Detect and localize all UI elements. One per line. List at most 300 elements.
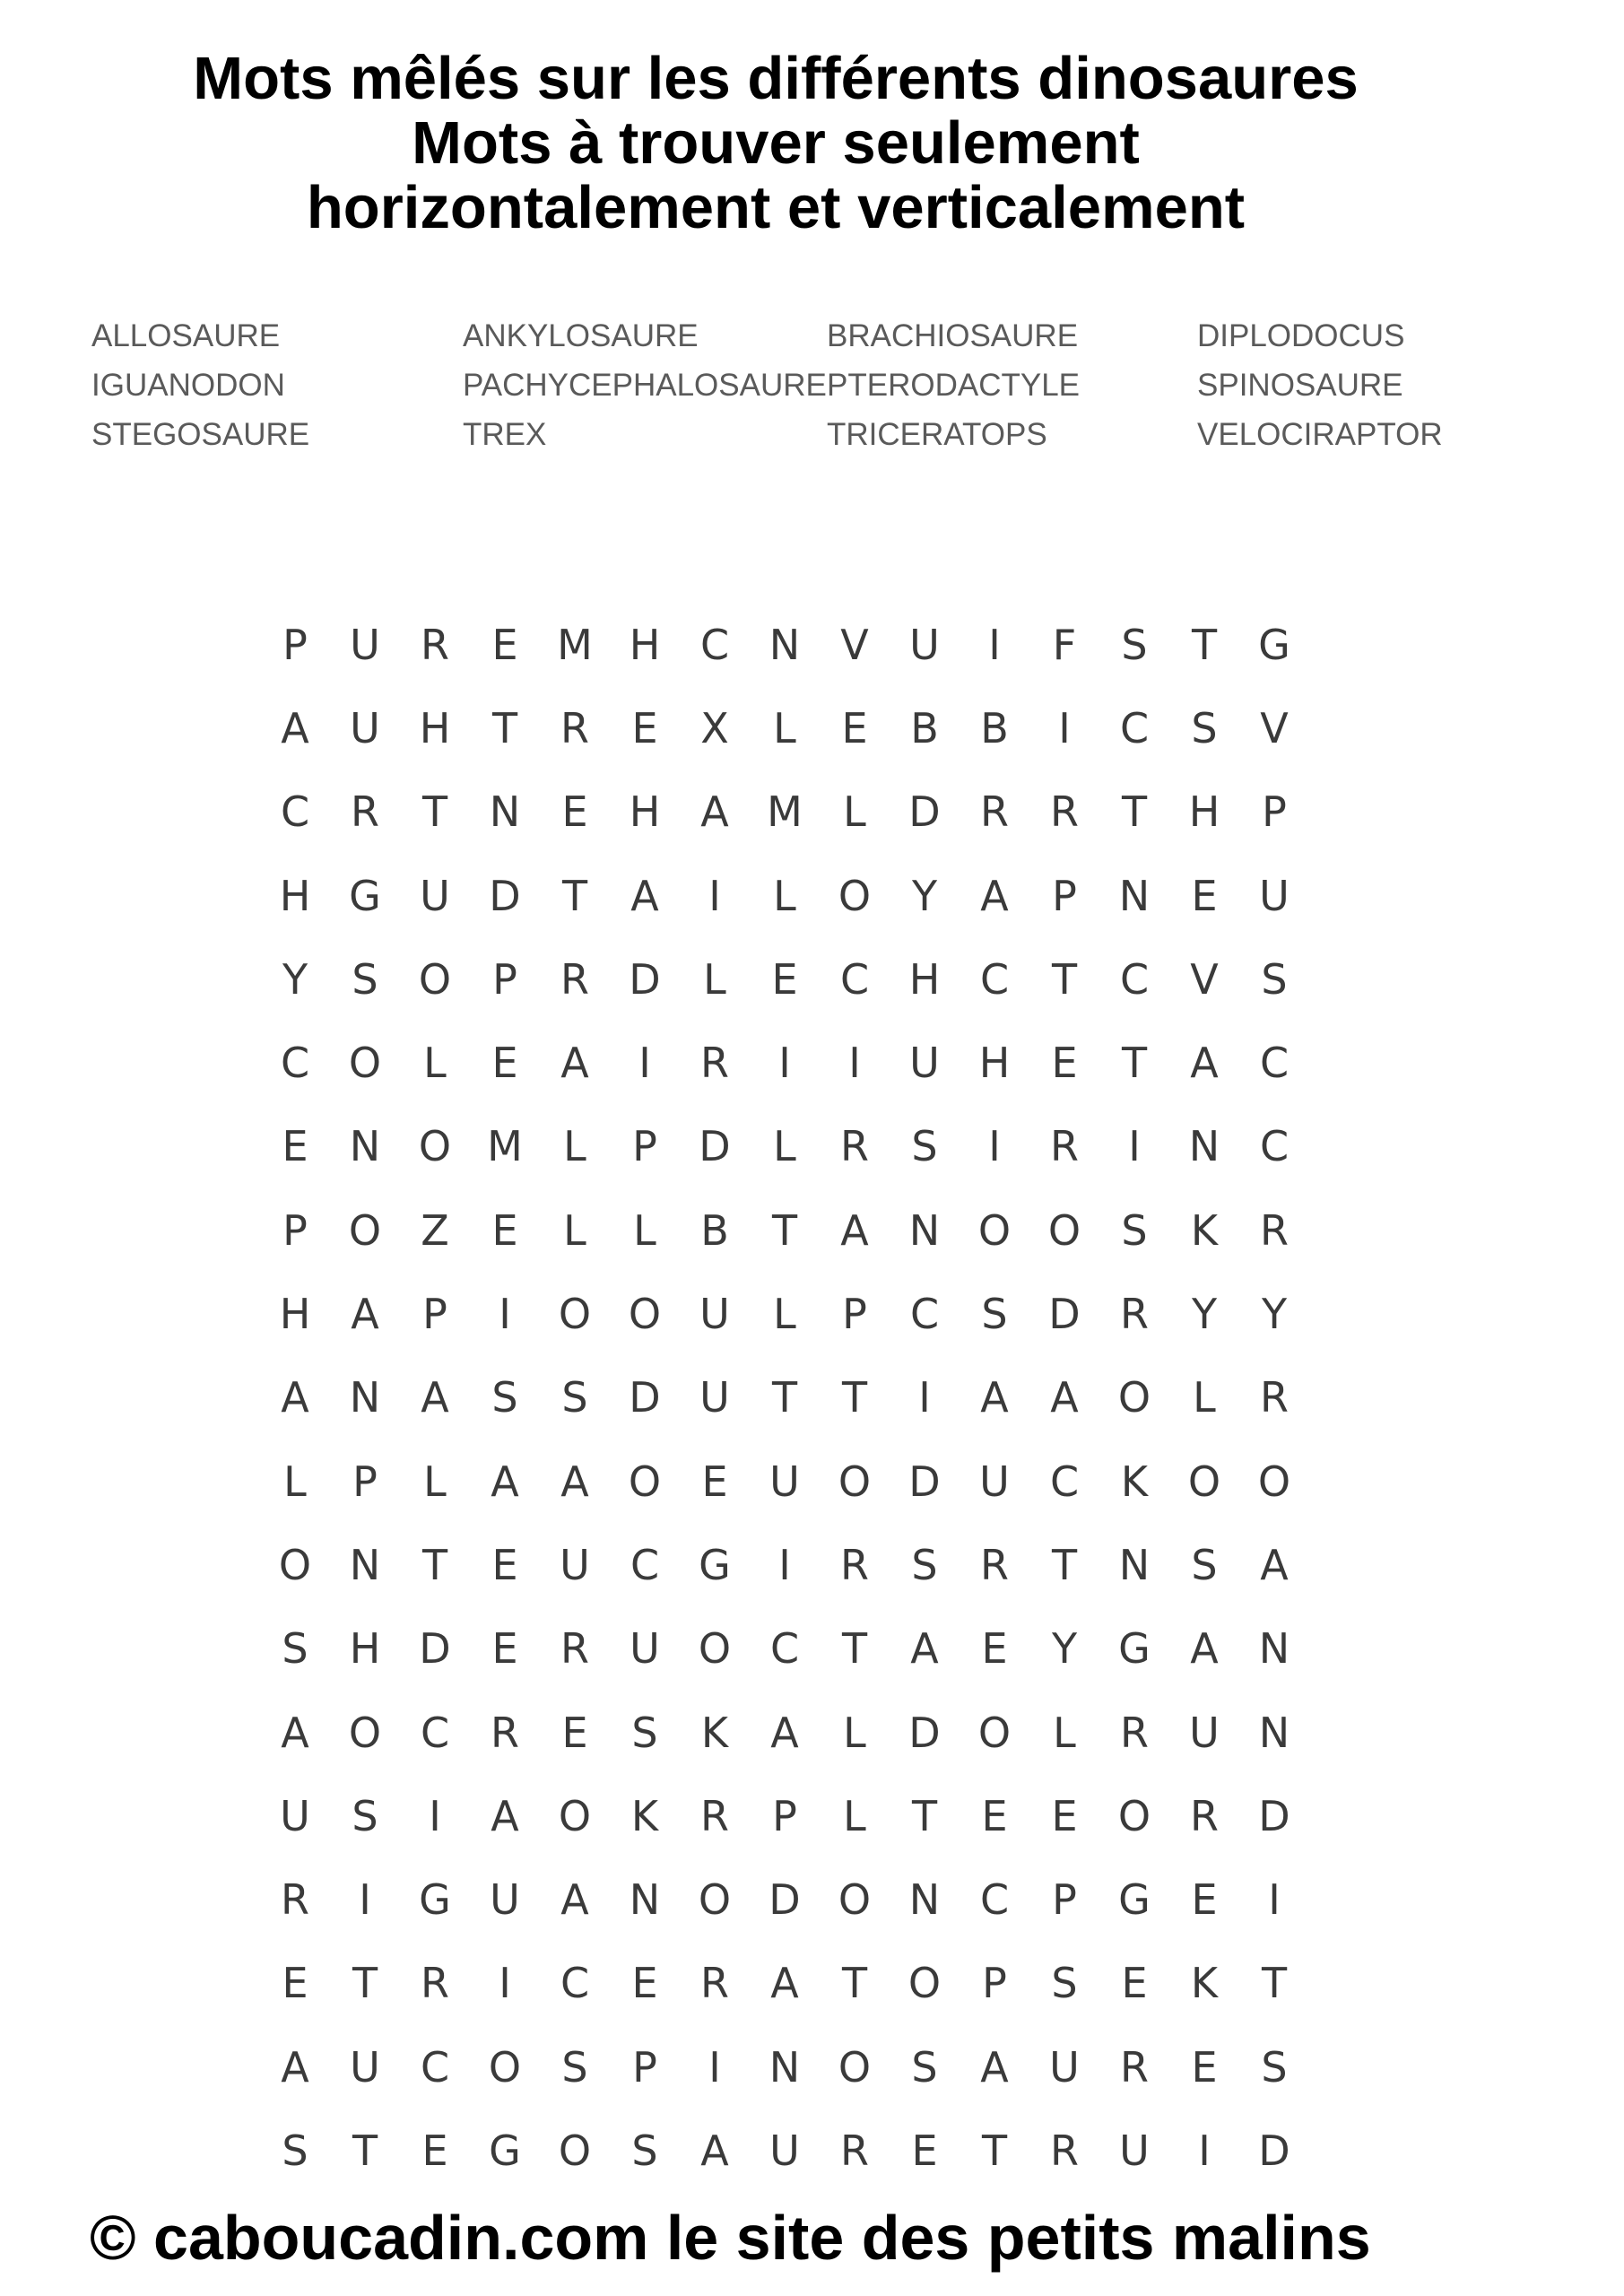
grid-cell[interactable]: E xyxy=(561,1708,588,1757)
grid-cell[interactable]: F xyxy=(1052,620,1077,669)
grid-cell[interactable]: X xyxy=(700,703,729,752)
grid-cell[interactable]: I xyxy=(1128,1122,1141,1171)
grid-cell[interactable]: G xyxy=(349,871,381,920)
grid-cell[interactable]: A xyxy=(700,787,729,837)
grid-cell[interactable]: O xyxy=(1187,1457,1221,1506)
grid-cell[interactable]: E xyxy=(561,787,588,837)
grid-cell[interactable]: S xyxy=(1051,1959,1078,2008)
grid-cell[interactable]: L xyxy=(703,954,726,1004)
grid-cell[interactable]: A xyxy=(980,1373,1009,1422)
grid-cell[interactable]: O xyxy=(698,1624,732,1674)
grid-cell[interactable]: E xyxy=(981,1791,1008,1840)
grid-cell[interactable]: T xyxy=(1261,1959,1288,2008)
grid-cell[interactable]: K xyxy=(1190,1959,1219,2008)
grid-cell[interactable]: L xyxy=(563,1205,586,1255)
grid-cell[interactable]: S xyxy=(1191,1540,1218,1589)
grid-cell[interactable]: P xyxy=(1052,1875,1077,1925)
grid-cell[interactable]: U xyxy=(1119,2126,1150,2175)
grid-cell[interactable]: O xyxy=(838,871,872,920)
grid-cell[interactable]: I xyxy=(499,1290,511,1339)
grid-cell[interactable]: P xyxy=(282,620,308,669)
grid-cell[interactable]: R xyxy=(1050,2126,1079,2175)
grid-cell[interactable]: H xyxy=(629,620,661,669)
grid-cell[interactable]: C xyxy=(1259,1122,1290,1171)
grid-cell[interactable]: O xyxy=(1117,1373,1151,1422)
grid-cell[interactable]: C xyxy=(979,1875,1010,1925)
grid-cell[interactable]: I xyxy=(848,1039,861,1088)
grid-cell[interactable]: R xyxy=(1260,1373,1289,1422)
grid-cell[interactable]: G xyxy=(419,1875,451,1925)
grid-cell[interactable]: E xyxy=(911,2126,938,2175)
grid-cell[interactable]: E xyxy=(1191,1875,1218,1925)
grid-cell[interactable]: N xyxy=(629,1875,661,1925)
grid-cell[interactable]: R xyxy=(1190,1791,1219,1840)
grid-cell[interactable]: C xyxy=(699,620,730,669)
grid-cell[interactable]: V xyxy=(1260,703,1289,752)
grid-cell[interactable]: T xyxy=(491,703,518,752)
grid-cell[interactable]: S xyxy=(911,1122,938,1171)
grid-cell[interactable]: A xyxy=(770,1708,799,1757)
grid-cell[interactable]: P xyxy=(982,1959,1007,2008)
grid-cell[interactable]: E xyxy=(841,703,868,752)
title-line-2: Mots à trouver seulement xyxy=(412,109,1140,177)
grid-cell[interactable]: O xyxy=(838,1875,872,1925)
grid-cell[interactable]: T xyxy=(1121,787,1148,837)
grid-cell[interactable]: C xyxy=(979,954,1010,1004)
grid-cell[interactable]: M xyxy=(487,1122,523,1171)
grid-cell[interactable]: D xyxy=(629,954,661,1004)
grid-cell[interactable]: C xyxy=(769,1624,800,1674)
grid-cell[interactable]: G xyxy=(699,1540,731,1589)
grid-cell[interactable]: N xyxy=(349,1540,381,1589)
grid-cell[interactable]: H xyxy=(279,1290,311,1339)
grid-cell[interactable]: A xyxy=(700,2126,729,2175)
word-column-2 xyxy=(463,311,827,459)
grid-cell[interactable]: H xyxy=(419,703,451,752)
word-item: TRICERATOPS xyxy=(827,417,1047,452)
grid-cell[interactable]: H xyxy=(978,1039,1011,1088)
grid-cell[interactable]: U xyxy=(699,1290,730,1339)
grid-cell[interactable]: D xyxy=(1048,1290,1081,1339)
grid-cell[interactable]: O xyxy=(1117,1791,1151,1840)
grid-cell[interactable]: A xyxy=(1190,1039,1219,1088)
grid-cell[interactable]: E xyxy=(631,1959,658,2008)
grid-cell[interactable]: I xyxy=(1268,1875,1281,1925)
grid-cell[interactable]: O xyxy=(1047,1205,1081,1255)
grid-cell[interactable]: I xyxy=(778,1540,791,1589)
grid-cell[interactable]: D xyxy=(908,1457,941,1506)
grid-cell[interactable]: G xyxy=(1118,1624,1151,1674)
grid-cell[interactable]: N xyxy=(769,620,801,669)
grid-cell[interactable]: A xyxy=(630,871,659,920)
grid-cell[interactable]: C xyxy=(1049,1457,1080,1506)
word-column-3 xyxy=(827,311,1080,459)
grid-cell[interactable]: A xyxy=(560,1457,589,1506)
grid-cell[interactable]: A xyxy=(840,1205,869,1255)
grid-cell[interactable]: O xyxy=(348,1205,382,1255)
grid-cell[interactable]: R xyxy=(421,1959,449,2008)
grid-cell[interactable]: L xyxy=(1193,1373,1216,1422)
grid-cell[interactable]: A xyxy=(491,1457,519,1506)
grid-cell[interactable]: U xyxy=(1259,871,1290,920)
grid-cell[interactable]: A xyxy=(560,1875,589,1925)
grid-cell[interactable]: S xyxy=(911,2042,938,2092)
grid-cell[interactable]: H xyxy=(279,871,311,920)
grid-cell[interactable]: A xyxy=(491,1791,519,1840)
grid-cell[interactable]: D xyxy=(769,1875,801,1925)
grid-cell[interactable]: T xyxy=(841,1373,868,1422)
grid-cell[interactable]: T xyxy=(352,1959,378,2008)
grid-cell[interactable]: E xyxy=(981,1624,1008,1674)
grid-cell[interactable]: O xyxy=(558,1290,592,1339)
grid-cell[interactable]: O xyxy=(1257,1457,1291,1506)
grid-cell[interactable]: L xyxy=(773,871,796,920)
grid-cell[interactable]: A xyxy=(351,1290,379,1339)
grid-cell[interactable]: O xyxy=(838,2042,872,2092)
grid-cell[interactable]: A xyxy=(1050,1373,1079,1422)
grid-cell[interactable]: S xyxy=(911,1540,938,1589)
grid-cell[interactable]: P xyxy=(842,1290,867,1339)
grid-cell[interactable]: R xyxy=(421,620,449,669)
grid-cell[interactable]: R xyxy=(1050,1122,1079,1171)
grid-cell[interactable]: A xyxy=(910,1624,939,1674)
grid-cell[interactable]: C xyxy=(1119,954,1150,1004)
grid-cell[interactable]: E xyxy=(771,954,798,1004)
grid-cell[interactable]: B xyxy=(980,703,1009,752)
grid-cell[interactable]: R xyxy=(840,1540,869,1589)
grid-cell[interactable]: N xyxy=(769,2042,801,2092)
grid-cell[interactable]: U xyxy=(350,703,380,752)
grid-cell[interactable]: E xyxy=(491,1205,518,1255)
grid-cell[interactable]: C xyxy=(280,787,310,837)
grid-cell[interactable]: E xyxy=(282,1959,308,2008)
grid-cell[interactable]: U xyxy=(699,1373,730,1422)
grid-cell[interactable]: R xyxy=(1050,787,1079,837)
grid-cell[interactable]: K xyxy=(630,1791,659,1840)
grid-cell[interactable]: L xyxy=(1053,1708,1076,1757)
word-list xyxy=(0,311,1624,464)
grid-cell[interactable]: P xyxy=(1052,871,1077,920)
grid-cell[interactable]: O xyxy=(977,1205,1012,1255)
grid-cell[interactable]: N xyxy=(1258,1708,1290,1757)
grid-cell[interactable]: A xyxy=(770,1959,799,2008)
grid-cell[interactable]: C xyxy=(1119,703,1150,752)
grid-cell[interactable]: N xyxy=(1188,1122,1220,1171)
grid-cell[interactable]: O xyxy=(278,1540,312,1589)
footer-credit: © caboucadin.com le site des petits malins xyxy=(90,2203,1371,2273)
grid-cell[interactable]: R xyxy=(700,1039,729,1088)
grid-cell[interactable]: R xyxy=(700,1791,729,1840)
grid-cell[interactable]: L xyxy=(843,1708,866,1757)
grid-cell[interactable]: T xyxy=(771,1205,798,1255)
grid-cell[interactable]: U xyxy=(1189,1708,1220,1757)
grid-cell[interactable]: L xyxy=(423,1039,447,1088)
grid-cell[interactable]: T xyxy=(1051,954,1078,1004)
grid-cell[interactable]: Z xyxy=(421,1205,449,1255)
grid-cell[interactable]: E xyxy=(631,703,658,752)
grid-cell[interactable]: T xyxy=(421,1540,448,1589)
grid-cell[interactable]: I xyxy=(708,871,721,920)
grid-cell[interactable]: I xyxy=(429,1791,441,1840)
grid-cell[interactable]: A xyxy=(980,2042,1009,2092)
grid-cell[interactable]: R xyxy=(560,954,589,1004)
grid-cell[interactable]: V xyxy=(840,620,869,669)
grid-cell[interactable]: U xyxy=(979,1457,1010,1506)
grid-cell[interactable]: A xyxy=(281,1373,309,1422)
grid-cell[interactable]: R xyxy=(1120,2042,1149,2092)
grid-cell[interactable]: C xyxy=(1259,1039,1290,1088)
grid-cell[interactable]: A xyxy=(1190,1624,1219,1674)
grid-cell[interactable]: R xyxy=(840,2126,869,2175)
grid-cell[interactable]: H xyxy=(629,787,661,837)
grid-cell[interactable]: P xyxy=(422,1290,447,1339)
grid-cell[interactable]: O xyxy=(838,1457,872,1506)
grid-cell[interactable]: U xyxy=(630,1624,660,1674)
grid-cell[interactable]: Y xyxy=(282,954,308,1004)
grid-cell[interactable]: I xyxy=(638,1039,651,1088)
grid-cell[interactable]: C xyxy=(420,1708,450,1757)
grid-cell[interactable]: Y xyxy=(1191,1290,1218,1339)
grid-cell[interactable]: E xyxy=(491,620,518,669)
grid-cell[interactable]: D xyxy=(629,1373,661,1422)
grid-cell[interactable]: O xyxy=(628,1457,662,1506)
grid-cell[interactable]: N xyxy=(489,787,521,837)
grid-cell[interactable]: O xyxy=(977,1708,1012,1757)
grid-cell[interactable]: O xyxy=(698,1875,732,1925)
grid-cell[interactable]: G xyxy=(1118,1875,1151,1925)
grid-cell[interactable]: U xyxy=(490,1875,520,1925)
word-item: BRACHIOSAURE xyxy=(827,318,1079,353)
grid-cell[interactable]: V xyxy=(1190,954,1219,1004)
grid-cell[interactable]: L xyxy=(843,1791,866,1840)
grid-cell[interactable]: M xyxy=(557,620,593,669)
grid-cell[interactable]: S xyxy=(1261,2042,1288,2092)
grid-cell[interactable]: O xyxy=(628,1290,662,1339)
grid-cell[interactable]: L xyxy=(563,1122,586,1171)
grid-cell[interactable]: O xyxy=(418,954,452,1004)
grid-cell[interactable]: O xyxy=(558,1791,592,1840)
grid-cell[interactable]: S xyxy=(282,2126,308,2175)
word-item: ANKYLOSAURE xyxy=(463,318,699,353)
title-line-3: horizontalement et verticalement xyxy=(306,174,1246,241)
grid-cell[interactable]: U xyxy=(769,1457,800,1506)
grid-cell[interactable]: T xyxy=(352,2126,378,2175)
grid-cell[interactable]: S xyxy=(1261,954,1288,1004)
grid-cell[interactable]: E xyxy=(491,1624,518,1674)
grid-cell[interactable]: E xyxy=(1191,2042,1218,2092)
grid-cell[interactable]: N xyxy=(349,1122,381,1171)
grid-cell[interactable]: E xyxy=(701,1457,728,1506)
grid-cell[interactable]: D xyxy=(908,787,941,837)
grid-cell[interactable]: S xyxy=(1191,703,1218,752)
grid-cell[interactable]: P xyxy=(632,2042,657,2092)
grid-cell[interactable]: A xyxy=(281,703,309,752)
grid-cell[interactable]: N xyxy=(908,1205,941,1255)
grid-cell[interactable]: P xyxy=(492,954,517,1004)
grid-cell[interactable]: S xyxy=(352,954,378,1004)
grid-cell[interactable]: N xyxy=(1258,1624,1290,1674)
grid-cell[interactable]: K xyxy=(1190,1205,1219,1255)
grid-cell[interactable]: D xyxy=(908,1708,941,1757)
grid-cell[interactable]: O xyxy=(558,2126,592,2175)
grid-cell[interactable]: P xyxy=(352,1457,378,1506)
grid-cell[interactable]: C xyxy=(560,1959,590,2008)
grid-cell[interactable]: R xyxy=(1120,1708,1149,1757)
grid-cell[interactable]: T xyxy=(1191,620,1218,669)
grid-cell[interactable]: T xyxy=(841,1624,868,1674)
grid-cell[interactable]: I xyxy=(988,620,1001,669)
grid-cell[interactable]: R xyxy=(1260,1205,1289,1255)
grid-cell[interactable]: D xyxy=(489,871,521,920)
grid-cell[interactable]: T xyxy=(841,1959,868,2008)
grid-cell[interactable]: T xyxy=(771,1373,798,1422)
grid-cell[interactable]: B xyxy=(700,1205,729,1255)
grid-cell[interactable]: R xyxy=(351,787,379,837)
grid-cell[interactable]: R xyxy=(980,1540,1009,1589)
grid-cell[interactable]: E xyxy=(1191,871,1218,920)
grid-cell[interactable]: T xyxy=(911,1791,938,1840)
grid-cell[interactable]: A xyxy=(560,1039,589,1088)
grid-cell[interactable]: B xyxy=(910,703,939,752)
grid-cell[interactable]: U xyxy=(1049,2042,1080,2092)
word-item: SPINOSAURE xyxy=(1197,368,1403,403)
grid-cell[interactable]: P xyxy=(282,1205,308,1255)
word-column-1 xyxy=(91,311,309,459)
grid-cell[interactable]: P xyxy=(632,1122,657,1171)
grid-cell[interactable]: R xyxy=(560,1624,589,1674)
grid-cell[interactable]: I xyxy=(499,1959,511,2008)
grid-cell[interactable]: E xyxy=(1051,1791,1078,1840)
grid-cell[interactable]: N xyxy=(1118,1540,1151,1589)
grid-cell[interactable]: D xyxy=(699,1122,731,1171)
grid-cell[interactable]: S xyxy=(561,1373,588,1422)
word-item: PACHYCEPHALOSAURE xyxy=(463,368,827,403)
grid-cell[interactable]: R xyxy=(491,1708,519,1757)
grid-cell[interactable]: A xyxy=(980,871,1009,920)
grid-cell[interactable]: I xyxy=(778,1039,791,1088)
grid-cell[interactable]: S xyxy=(1121,620,1148,669)
grid-cell[interactable]: C xyxy=(909,1290,940,1339)
grid-cell[interactable]: S xyxy=(491,1373,518,1422)
grid-cell[interactable]: O xyxy=(908,1959,942,2008)
grid-cell[interactable]: O xyxy=(348,1708,382,1757)
grid-cell[interactable]: U xyxy=(560,1540,590,1589)
grid-cell[interactable]: A xyxy=(281,2042,309,2092)
grid-cell[interactable]: R xyxy=(980,787,1009,837)
grid-cell[interactable]: H xyxy=(349,1624,381,1674)
grid-cell[interactable]: E xyxy=(1051,1039,1078,1088)
grid-cell[interactable]: C xyxy=(630,1540,660,1589)
grid-cell[interactable]: T xyxy=(981,2126,1008,2175)
grid-cell[interactable]: D xyxy=(419,1624,451,1674)
grid-cell[interactable]: U xyxy=(280,1791,310,1840)
grid-cell[interactable]: S xyxy=(561,2042,588,2092)
grid-cell[interactable]: N xyxy=(908,1875,941,1925)
grid-cell[interactable]: C xyxy=(839,954,870,1004)
grid-cell[interactable]: E xyxy=(282,1122,308,1171)
grid-cell[interactable]: L xyxy=(773,1122,796,1171)
grid-cell[interactable]: M xyxy=(767,787,803,837)
grid-cell[interactable]: D xyxy=(1258,1791,1290,1840)
grid-cell[interactable]: H xyxy=(908,954,941,1004)
grid-cell[interactable]: U xyxy=(909,1039,940,1088)
grid-cell[interactable]: G xyxy=(1258,620,1290,669)
grid-cell[interactable]: A xyxy=(1260,1540,1289,1589)
grid-cell[interactable]: O xyxy=(418,1122,452,1171)
grid-cell[interactable]: S xyxy=(631,2126,658,2175)
grid-cell[interactable]: U xyxy=(350,2042,380,2092)
grid-cell[interactable]: L xyxy=(773,703,796,752)
grid-cell[interactable]: I xyxy=(1198,2126,1211,2175)
word-item: ALLOSAURE xyxy=(91,318,281,353)
grid-cell[interactable]: R xyxy=(281,1875,309,1925)
grid-cell[interactable]: C xyxy=(280,1039,310,1088)
grid-cell[interactable]: O xyxy=(488,2042,522,2092)
grid-cell[interactable]: S xyxy=(282,1624,308,1674)
grid-cell[interactable]: U xyxy=(769,2126,800,2175)
grid-cell[interactable]: S xyxy=(981,1290,1008,1339)
grid-cell[interactable]: Y xyxy=(1051,1624,1078,1674)
grid-cell[interactable]: T xyxy=(1051,1540,1078,1589)
grid-cell[interactable]: L xyxy=(423,1457,447,1506)
grid-cell[interactable]: H xyxy=(1188,787,1220,837)
grid-cell[interactable]: S xyxy=(631,1708,658,1757)
grid-cell[interactable]: R xyxy=(840,1122,869,1171)
grid-cell[interactable]: E xyxy=(491,1540,518,1589)
grid-cell[interactable]: U xyxy=(909,620,940,669)
grid-cell[interactable]: I xyxy=(359,1875,371,1925)
word-item: DIPLODOCUS xyxy=(1197,318,1405,353)
grid-cell[interactable]: T xyxy=(1121,1039,1148,1088)
grid-cell[interactable]: A xyxy=(281,1708,309,1757)
grid-cell[interactable]: P xyxy=(772,1791,797,1840)
grid-cell[interactable]: I xyxy=(1058,703,1071,752)
grid-cell[interactable]: U xyxy=(420,871,450,920)
grid-cell[interactable]: E xyxy=(421,2126,448,2175)
grid-cell[interactable]: T xyxy=(421,787,448,837)
grid-cell[interactable]: I xyxy=(708,2042,721,2092)
grid-cell[interactable]: S xyxy=(352,1791,378,1840)
grid-cell[interactable]: U xyxy=(350,620,380,669)
grid-cell[interactable]: L xyxy=(283,1457,307,1506)
grid-cell[interactable]: Y xyxy=(911,871,938,920)
grid-cell[interactable]: R xyxy=(700,1959,729,2008)
grid-cell[interactable]: K xyxy=(700,1708,729,1757)
grid-cell[interactable]: D xyxy=(1258,2126,1290,2175)
grid-cell[interactable]: E xyxy=(491,1039,518,1088)
grid-cell[interactable]: I xyxy=(918,1373,931,1422)
grid-cell[interactable]: K xyxy=(1120,1457,1149,1506)
grid-cell[interactable]: N xyxy=(349,1373,381,1422)
grid-cell[interactable]: O xyxy=(348,1039,382,1088)
grid-cell[interactable]: I xyxy=(988,1122,1001,1171)
grid-cell[interactable]: G xyxy=(489,2126,521,2175)
grid-cell[interactable]: L xyxy=(773,1290,796,1339)
grid-cell[interactable]: L xyxy=(633,1205,656,1255)
grid-cell[interactable]: R xyxy=(1120,1290,1149,1339)
grid-cell[interactable]: N xyxy=(1118,871,1151,920)
grid-cell[interactable]: C xyxy=(420,2042,450,2092)
grid-cell[interactable]: R xyxy=(560,703,589,752)
word-column-4 xyxy=(1197,311,1443,459)
grid-cell[interactable]: L xyxy=(843,787,866,837)
grid-cell[interactable]: E xyxy=(1121,1959,1148,2008)
grid-cell[interactable]: T xyxy=(561,871,588,920)
grid-cell[interactable]: Y xyxy=(1261,1290,1288,1339)
grid-cell[interactable]: S xyxy=(1121,1205,1148,1255)
grid-cell[interactable]: P xyxy=(1262,787,1287,837)
grid-cell[interactable]: A xyxy=(421,1373,449,1422)
